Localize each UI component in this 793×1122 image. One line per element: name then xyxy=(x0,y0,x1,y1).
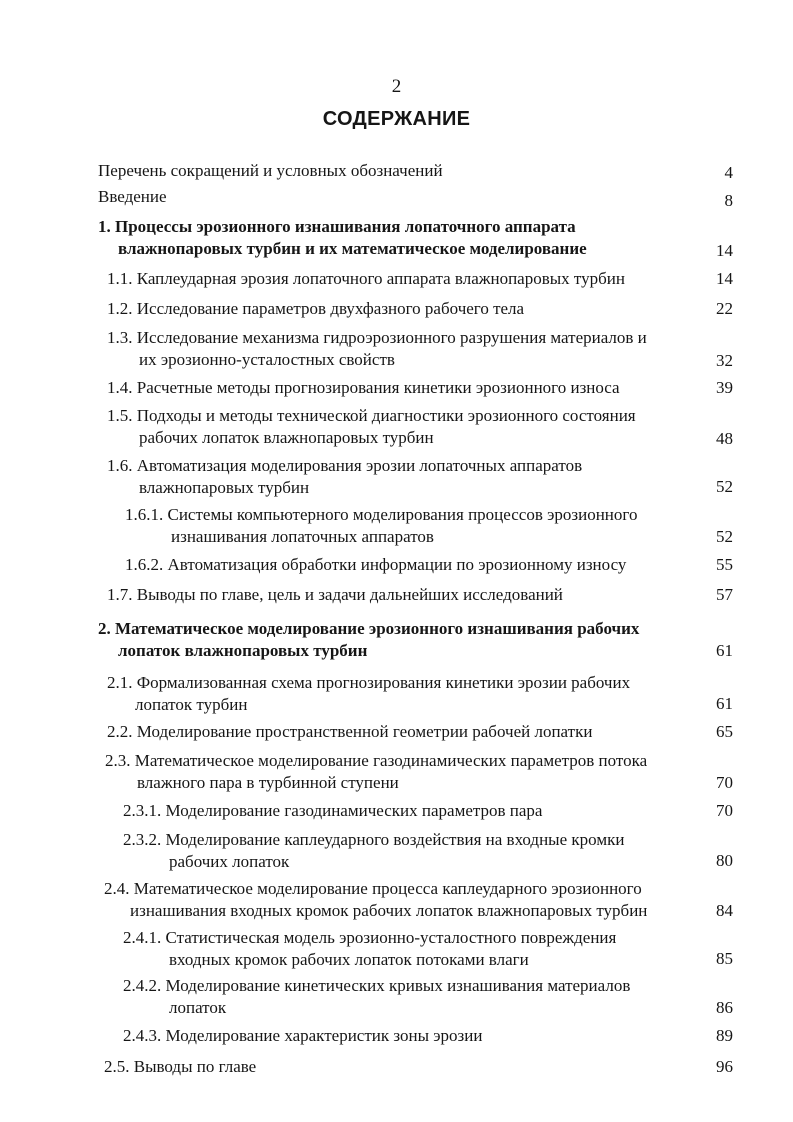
toc-entry-text: 1.2. Исследование параметров двухфазного рабочего тела xyxy=(107,299,525,318)
toc-entry-text: Введение xyxy=(98,187,167,206)
toc-entry-text: 2.3. Математическое моделирование газодинамических параметров потока влажного пара в турбинной ступени xyxy=(105,751,648,792)
toc-entry-text: 2.4.2. Моделирование кинетических кривых изнашивания материалов лопаток xyxy=(123,976,631,1017)
toc-entry-text: 1.6. Автоматизация моделирования эрозии лопаточных аппаратов влажнопаровых турбин xyxy=(107,456,583,497)
toc-entry-page: 14 xyxy=(716,269,733,288)
toc-entry-text: 1.7. Выводы по главе, цель и задачи дальнейших исследований xyxy=(107,585,563,604)
toc-entry-page: 84 xyxy=(716,901,733,920)
toc-entry-page: 4 xyxy=(724,163,733,182)
toc-entry-page: 70 xyxy=(716,801,733,820)
toc-entry-page: 65 xyxy=(716,722,733,741)
toc-entry-page: 22 xyxy=(716,299,733,318)
toc-entry-page: 52 xyxy=(716,527,733,546)
toc-entry-page: 89 xyxy=(716,1026,733,1045)
toc-entry-page: 32 xyxy=(716,351,733,370)
page-number: 2 xyxy=(391,76,402,97)
toc-entry-page: 80 xyxy=(716,851,733,870)
toc-entry-text: 1.5. Подходы и методы технической диагностики эрозионного состояния рабочих лопаток влажнопаровых турбин xyxy=(107,406,636,447)
toc-entry-page: 57 xyxy=(716,585,733,604)
toc-entry-page: 61 xyxy=(716,694,733,713)
toc-entry-text: 2.1. Формализованная схема прогнозирования кинетики эрозии рабочих лопаток турбин xyxy=(107,673,631,714)
toc-entry-text: 2.2. Моделирование пространственной геометрии рабочей лопатки xyxy=(107,722,593,741)
toc-entry-page: 85 xyxy=(716,949,733,968)
toc-entry-text: 2.4. Математическое моделирование процесса каплеударного эрозионного изнашивания входных кромок рабочих лопаток влажнопаровых турбин xyxy=(104,879,648,920)
toc-entry-page: 14 xyxy=(716,241,733,260)
toc-entry-page: 48 xyxy=(716,429,733,448)
page-title: СОДЕРЖАНИЕ xyxy=(322,108,471,130)
toc-entry-text: 2.4.1. Статистическая модель эрозионно-усталостного повреждения входных кромок рабочих лопаток потоками влаги xyxy=(123,928,617,969)
toc-entry-text: 2.3.2. Моделирование каплеударного воздействия на входные кромки рабочих лопаток xyxy=(123,830,625,871)
toc-entry-text: 1.4. Расчетные методы прогнозирования кинетики эрозионного износа xyxy=(107,378,620,397)
toc-entry-text: 2.3.1. Моделирование газодинамических параметров пара xyxy=(123,801,543,820)
toc-entry-text: 1.6.2. Автоматизация обработки информации по эрозионному износу xyxy=(125,555,627,574)
toc-entry-text: 1. Процессы эрозионного изнашивания лопаточного аппарата влажнопаровых турбин и их математическое моделирование xyxy=(98,217,587,258)
toc-entry-page: 55 xyxy=(716,555,733,574)
toc-entry-text: 2. Математическое моделирование эрозионного изнашивания рабочих лопаток влажнопаровых турбин xyxy=(98,619,640,660)
toc-entry-page: 70 xyxy=(716,773,733,792)
toc-entry-page: 61 xyxy=(716,641,733,660)
toc-entry-text: Перечень сокращений и условных обозначений xyxy=(98,161,443,180)
toc-entry-page: 86 xyxy=(716,998,733,1017)
toc-entry-text: 1.1. Каплеударная эрозия лопаточного аппарата влажнопаровых турбин xyxy=(107,269,625,288)
toc-entry-text: 2.4.3. Моделирование характеристик зоны эрозии xyxy=(123,1026,483,1045)
toc-entry-page: 39 xyxy=(716,378,733,397)
toc-entry-text: 2.5. Выводы по главе xyxy=(104,1057,257,1076)
toc-entry-text: 1.6.1. Системы компьютерного моделирования процессов эрозионного изнашивания лопаточных аппаратов xyxy=(125,505,638,546)
toc-entry-page: 52 xyxy=(716,477,733,496)
toc-entry-text: 1.3. Исследование механизма гидроэрозионного разрушения материалов и их эрозионно-усталостных свойств xyxy=(107,328,647,369)
toc-entry-page: 8 xyxy=(724,191,733,210)
toc-entry-page: 96 xyxy=(716,1057,733,1076)
